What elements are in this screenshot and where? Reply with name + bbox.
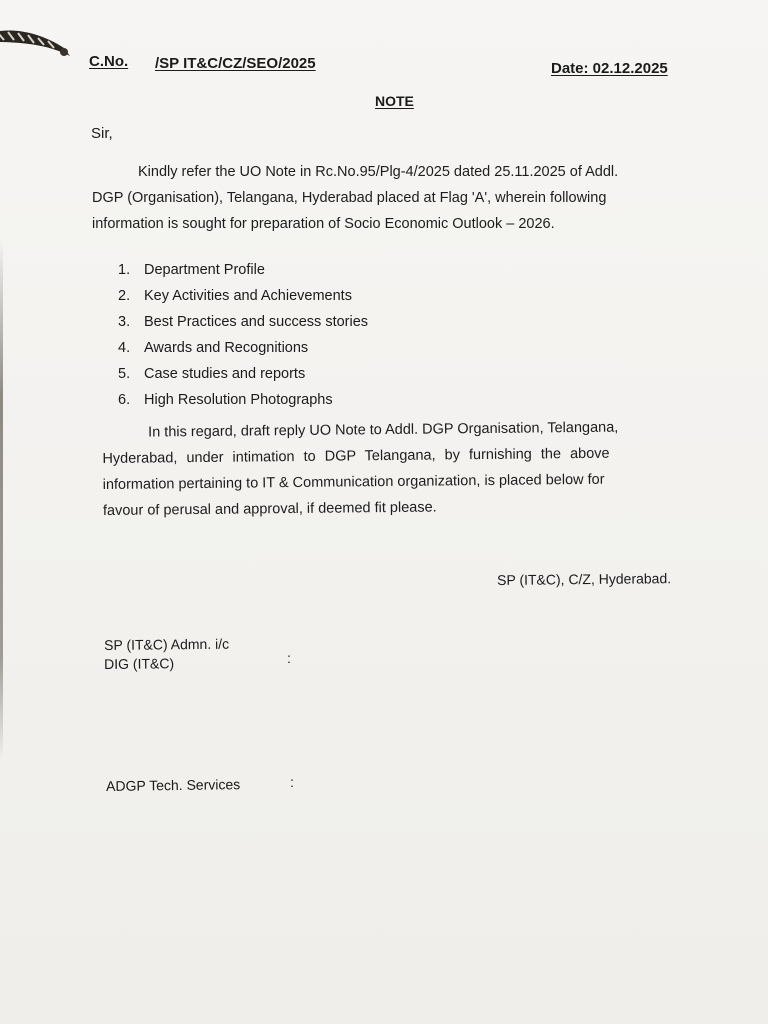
signature-line: SP (IT&C), C/Z, Hyderabad. xyxy=(497,570,672,588)
routing-colon: : xyxy=(287,650,291,666)
page-edge-shadow xyxy=(0,240,3,760)
list-item-text: Case studies and reports xyxy=(144,366,306,382)
paragraph-line: information is sought for preparation of Socio Economic Outlook – 2026. xyxy=(92,216,555,232)
routing-dig: DIG (IT&C) xyxy=(104,655,175,672)
list-item-text: Best Practices and success stories xyxy=(144,314,369,330)
paragraph-line: Hyderabad, under intimation to DGP Telangana, by furnishing the above xyxy=(102,445,610,467)
document-date: Date: 02.12.2025 xyxy=(551,60,668,77)
list-item-number: 3. xyxy=(118,314,131,330)
list-item xyxy=(118,283,368,309)
list-item xyxy=(118,309,368,335)
paragraph-line: favour of perusal and approval, if deemed fit please. xyxy=(102,499,437,519)
list-item-number: 1. xyxy=(118,262,131,278)
list-item xyxy=(118,335,368,361)
list-item-text: Department Profile xyxy=(144,262,265,278)
routing-sp-admn: SP (IT&C) Admn. i/c xyxy=(104,635,230,653)
routing-adgp: ADGP Tech. Services xyxy=(106,776,241,794)
list-item-number: 6. xyxy=(118,392,131,408)
requested-information-list xyxy=(118,257,368,413)
list-item xyxy=(118,361,368,387)
list-item-number: 4. xyxy=(118,340,131,356)
list-item-text: High Resolution Photographs xyxy=(144,392,333,408)
paragraph-line: In this regard, draft reply UO Note to Addl. DGP Organisation, Telangana, xyxy=(148,419,619,441)
routing-colon: : xyxy=(290,774,294,790)
list-item xyxy=(118,257,368,283)
reference-number: /SP IT&C/CZ/SEO/2025 xyxy=(155,55,316,72)
list-item-text: Key Activities and Achievements xyxy=(144,288,352,304)
list-item-number: 2. xyxy=(118,288,131,304)
binder-clip-icon xyxy=(0,18,76,62)
document-title: NOTE xyxy=(375,93,414,109)
salutation: Sir, xyxy=(91,125,113,142)
list-item xyxy=(118,387,368,413)
list-item-text: Awards and Recognitions xyxy=(144,340,309,356)
paragraph-line: Kindly refer the UO Note in Rc.No.95/Plg-4/2025 dated 25.11.2025 of Addl. xyxy=(138,164,619,180)
reference-label: C.No. xyxy=(89,53,129,70)
list-item-number: 5. xyxy=(118,366,131,382)
paragraph-line: DGP (Organisation), Telangana, Hyderabad placed at Flag 'A', wherein following xyxy=(92,190,607,206)
paragraph-draft-reply xyxy=(102,415,619,524)
paragraph-reference xyxy=(92,159,618,237)
paragraph-line: information pertaining to IT & Communication organization, is placed below for xyxy=(102,471,605,493)
